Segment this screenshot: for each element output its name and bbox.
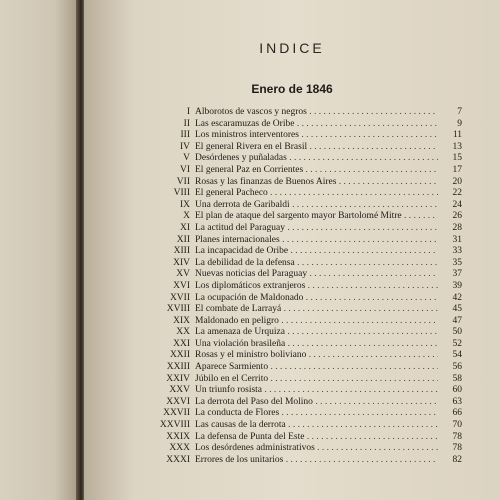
chapter-title: Desórdenes y puñaladas . . . <box>195 153 438 165</box>
chapter-title: El general Rivera en el Brasil . . . <box>195 142 438 154</box>
chapter-title: Los diplomáticos extranjeros . . . <box>195 281 438 293</box>
chapter-number: XVIII <box>166 304 190 315</box>
chapter-title: La defensa de Punta del Este . . . <box>195 432 438 444</box>
toc-row <box>150 211 462 223</box>
chapter-number: X <box>183 211 190 222</box>
chapter-title: Errores de los unitarios . . . <box>195 455 438 467</box>
section-heading: Enero de 1846 <box>251 82 333 96</box>
left-page <box>0 0 78 500</box>
toc-row <box>150 293 462 305</box>
chapter-title: La amenaza de Urquiza . . . <box>195 327 438 339</box>
chapter-title: La debilidad de la defensa . . . <box>195 258 438 270</box>
page-number: 58 <box>452 373 462 384</box>
chapter-number: IX <box>179 199 190 210</box>
page-number: 11 <box>452 130 462 141</box>
chapter-number: XXIV <box>166 373 190 384</box>
chapter-title: Los desórdenes administrativos . . . <box>195 443 438 455</box>
chapter-number: VI <box>179 164 190 175</box>
page-number: 66 <box>452 408 462 419</box>
toc-row <box>150 142 462 154</box>
page-number: 31 <box>452 234 462 245</box>
chapter-title: La ocupación de Maldonado . . . <box>195 293 438 305</box>
page-number: 47 <box>452 315 462 326</box>
page-number: 63 <box>452 396 462 407</box>
toc-row <box>150 408 462 420</box>
chapter-title: Alborotos de vascos y negros . . . <box>195 107 438 119</box>
chapter-number: XII <box>176 234 190 245</box>
chapter-number: VII <box>176 176 190 187</box>
toc-row <box>150 397 462 409</box>
toc-row <box>150 188 462 200</box>
page-number: 78 <box>452 443 462 454</box>
chapter-number: V <box>183 153 190 164</box>
page-number: 50 <box>452 327 462 338</box>
chapter-title: Júbilo en el Cerrito . . . <box>195 374 438 386</box>
toc-row <box>150 165 462 177</box>
chapter-number: XIV <box>173 257 190 268</box>
toc-row <box>150 432 462 444</box>
chapter-number: XXV <box>169 385 190 396</box>
toc-row <box>150 304 462 316</box>
toc-row <box>150 223 462 235</box>
page-number: 35 <box>452 257 462 268</box>
toc-row <box>150 420 462 432</box>
toc-row <box>150 362 462 374</box>
page-number: 22 <box>452 188 462 199</box>
chapter-number: XXIX <box>166 431 190 442</box>
toc-row <box>150 130 462 142</box>
index-title: INDICE <box>259 40 325 56</box>
page-number: 15 <box>452 153 462 164</box>
chapter-title: La actitud del Paraguay . . . <box>195 223 438 235</box>
chapter-title: Una violación brasileña . . . <box>195 339 438 351</box>
chapter-title: El plan de ataque del sargento mayor Bartolomé Mitre . . . <box>195 211 438 223</box>
chapter-title: El combate de Larrayá . . . <box>195 304 438 316</box>
page-number: 45 <box>452 304 462 315</box>
page-number: 13 <box>452 141 462 152</box>
chapter-title: Nuevas noticias del Paraguay . . . <box>195 269 438 281</box>
toc-row <box>150 385 462 397</box>
chapter-title: Los ministros interventores . . . <box>195 130 438 142</box>
page-number: 24 <box>452 199 462 210</box>
page-number: 20 <box>452 176 462 187</box>
page-number: 60 <box>452 385 462 396</box>
chapter-number: XXI <box>173 338 190 349</box>
toc-row <box>150 281 462 293</box>
chapter-number: IV <box>179 141 190 152</box>
toc-row <box>150 107 462 119</box>
page-number: 9 <box>457 118 462 129</box>
chapter-title: La derrota del Paso del Molino . . . <box>195 397 438 409</box>
toc-row <box>150 316 462 328</box>
chapter-title: Las escaramuzas de Oribe . . . <box>195 119 438 131</box>
chapter-number: III <box>180 130 190 141</box>
chapter-number: VIII <box>173 188 190 199</box>
chapter-number: XIX <box>173 315 190 326</box>
page-number: 7 <box>457 107 462 117</box>
toc-row <box>150 153 462 165</box>
chapter-title: La incapacidad de Oribe . . . <box>195 246 438 258</box>
toc-row <box>150 443 462 455</box>
chapter-number: XXVII <box>163 408 190 419</box>
chapter-number: XXVIII <box>159 420 190 431</box>
toc-row <box>150 235 462 247</box>
toc-row <box>150 177 462 189</box>
table-of-contents <box>150 107 462 466</box>
chapter-number: XXIII <box>166 362 190 373</box>
toc-row <box>150 374 462 386</box>
chapter-number: XIII <box>173 246 190 257</box>
chapter-number: XXXI <box>166 454 190 465</box>
page-number: 56 <box>452 362 462 373</box>
chapter-number: XV <box>176 269 190 280</box>
page-number: 52 <box>452 338 462 349</box>
toc-row <box>150 258 462 270</box>
page-number: 17 <box>452 164 462 175</box>
page-number: 78 <box>452 431 462 442</box>
chapter-title: La conducta de Flores . . . <box>195 408 438 420</box>
chapter-title: Una derrota de Garibaldi . . . <box>195 200 438 212</box>
page-number: 54 <box>452 350 462 361</box>
chapter-number: II <box>183 118 190 129</box>
chapter-number: XXII <box>169 350 190 361</box>
chapter-title: Planes internacionales . . . <box>195 235 438 247</box>
chapter-title: Rosas y las finanzas de Buenos Aires . . . <box>195 177 438 189</box>
chapter-title: Rosas y el ministro boliviano . . . <box>195 350 438 362</box>
chapter-title: El general Paz en Corrientes . . . <box>195 165 438 177</box>
chapter-title: Las causas de la derrota . . . <box>195 420 438 432</box>
toc-row <box>150 246 462 258</box>
page-number: 37 <box>452 269 462 280</box>
chapter-title: El general Pacheco . . . <box>195 188 438 200</box>
toc-row <box>150 119 462 131</box>
chapter-title: Un triunfo rosista . . . <box>195 385 438 397</box>
toc-row <box>150 339 462 351</box>
toc-row <box>150 200 462 212</box>
chapter-number: I <box>186 107 190 117</box>
toc-row <box>150 350 462 362</box>
page-number: 33 <box>452 246 462 257</box>
page-number: 39 <box>452 280 462 291</box>
chapter-title: Maldonado en peligro . . . <box>195 316 438 328</box>
chapter-number: XI <box>179 222 190 233</box>
page-number: 42 <box>452 292 462 303</box>
chapter-number: XXVI <box>166 396 190 407</box>
page-number: 26 <box>452 211 462 222</box>
chapter-number: XVII <box>169 292 190 303</box>
chapter-number: XX <box>176 327 190 338</box>
page-number: 82 <box>452 454 462 465</box>
chapter-number: XVI <box>173 280 190 291</box>
toc-row <box>150 455 462 467</box>
toc-row <box>150 327 462 339</box>
chapter-title: Aparece Sarmiento . . . <box>195 362 438 374</box>
chapter-number: XXX <box>169 443 190 454</box>
page-number: 70 <box>452 420 462 431</box>
page-number: 28 <box>452 222 462 233</box>
toc-row <box>150 269 462 281</box>
